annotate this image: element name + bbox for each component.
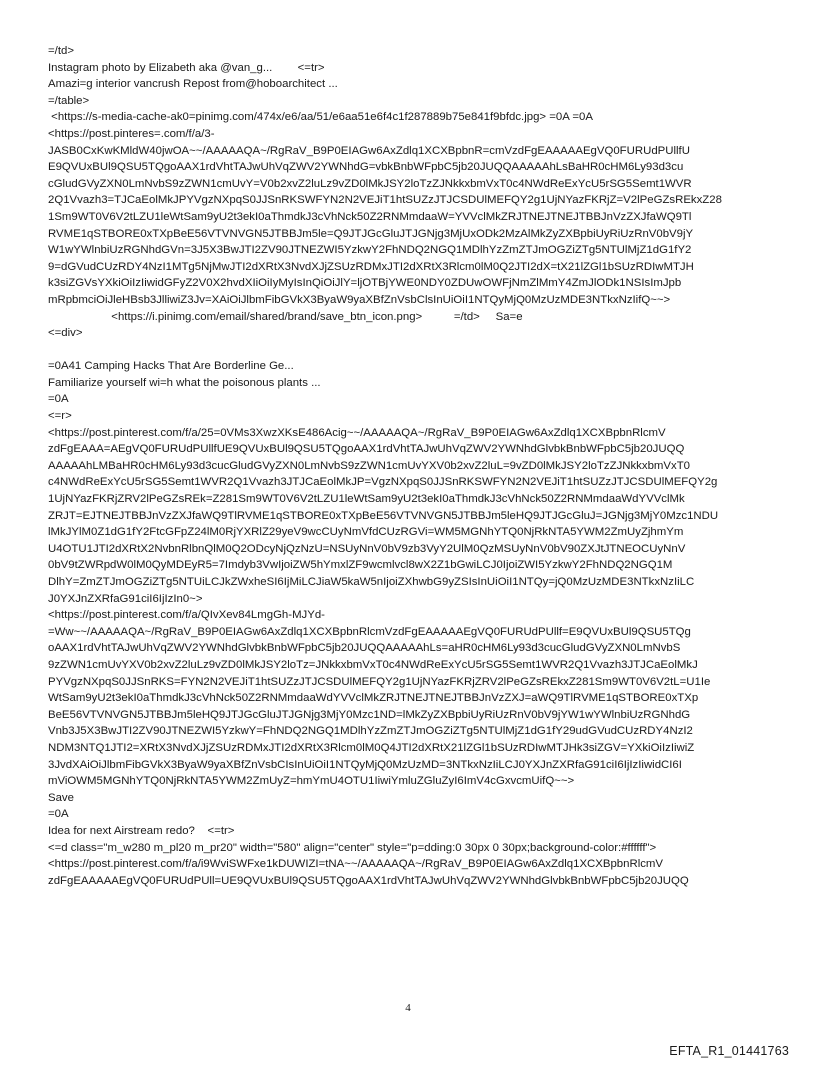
text-line: Save bbox=[48, 791, 74, 804]
text-line: <https://post.pinterest.com/f/a/25=0VMs3XwzXKsE486Acig~~/AAAAAQA~/RgRaV_B9P0EIAGw6AxZdlq1XCXBpbnRlcmV bbox=[48, 426, 666, 439]
text-line: Familiarize yourself wi=h what the poisonous plants ... bbox=[48, 376, 321, 389]
text-line: Vnb3J5X3BwJTI2ZV90JTNEZWI5YzkwY=FhNDQ2NGQ1MDlhYzZmZTJmOGZiZTg5NTUlMjZ1dG1fY29udGVudCUzRDY4NzI2 bbox=[48, 725, 693, 738]
text-line: JASB0CxKwKMldW40jwOA~~/AAAAAQA~/RgRaV_B9P0EIAGw6AxZdlq1XCXBpbnR=cmVzdFgEAAAAAEgVQ0FURUdPUllfU bbox=[48, 144, 690, 157]
text-line: PYVgzNXpqS0JJSnRKS=FYN2N2VEJiT1htSUZzJTJCSDUlMEFQY2g1UjNYazFKRjZRV2lPeGZsREkxZ281Sm9WT0V6V2tL=U1Ie bbox=[48, 675, 711, 688]
text-line: Idea for next Airstream redo? <=tr> bbox=[48, 824, 235, 837]
text-line: NDM3NTQ1JTI2=XRtX3NvdXJjZSUzRDMxJTI2dXRtX3Rlcm0lM0Q4JTI2dXRtX21lZGl1bSUzRDIwMTJHk3siZGV=YXkiOiIzIiwiZ bbox=[48, 741, 695, 754]
text-line: 0bV9tZWRpdW0lM0QyMDEyR5=7Imdyb3VwIjoiZW5hYmxlZF9wcmlvcl8wX2Z1bGwiLCJ0IjoiZWI5YzkwY2FhNDQ2NGQ1M bbox=[48, 559, 673, 572]
text-line: oAAX1rdVhtTAJwUhVqZWV2YWNhdGlvbkBnbWFpbC5jb20JUQQAAAAAhLs=aHR0cHM6Ly93d3cucGludGVyZXN0LmNvbS bbox=[48, 642, 681, 655]
text-line: E9QVUxBUl9QSU5TQgoAAX1rdVhtTAJwUhVqZWV2YWNhdG=vbkBnbWFpbC5jb20JUQQAAAAAhLsBaHR0cHM6Ly93d3cu bbox=[48, 161, 684, 174]
text-line: =0A41 Camping Hacks That Are Borderline Ge... bbox=[48, 360, 294, 373]
email-source-text bbox=[48, 43, 778, 889]
text-line: cGludGVyZXN0LmNvbS9zZWN1cmUvY=V0b2xvZ2luLz9vZD0lMkJSY2loTzZJNkkxbmVxT0c4NWdReExYcU5rSG5Semt1WVR bbox=[48, 177, 692, 190]
text-line: RVME1qSTBORE0xTXpBeE56VTVNVGN5JTBBJm5le=Q9JTJGcGluJTJGNjg3MjUxODk2MzAlMkZyZXBpbiUyRiUzRnV0bV9jY bbox=[48, 227, 694, 240]
text-line: 9zZWN1cmUvYXV0b2xvZ2luLz9vZD0lMkJSY2loTz=JNkkxbmVxT0c4NWdReExYcU5rSG5Semt1WVR2Q1Vvazh3JTJCaEolMkJ bbox=[48, 658, 698, 671]
text-line: 3JvdXAiOiJlbmFibGVkX3ByaW9yaXBfZnVsbCIsInUiOiI1NTQyMjQ0MzUzMD=3NTkxNzIiLCJ0YXJnZXRfaG91ciI6IjIzIiwidCI6I bbox=[48, 758, 682, 771]
text-line: =Ww~~/AAAAAQA~/RgRaV_B9P0EIAGw6AxZdlq1XCXBpbnRlcmVzdFgEAAAAAEgVQ0FURUdPUllf=E9QVUxBUl9QSU5TQg bbox=[48, 625, 691, 638]
text-line: J0YXJnZXRfaG91ciI6IjIzIn0~> bbox=[48, 592, 203, 605]
text-line: <=div> bbox=[48, 327, 83, 340]
text-line: =/td> bbox=[48, 45, 74, 57]
text-line: c4NWdReExYcU5rSG5Semt1WVR2Q1Vvazh3JTJCaEolMkJP=VgzNXpqS0JJSnRKSWFYN2N2VEJiT1htSUZzJTJCSDUlMEFQY2g bbox=[48, 476, 718, 489]
text-line: 2Q1Vvazh3=TJCaEolMkJPYVgzNXpqS0JJSnRKSWFYN2N2VEJiT1htSUZzJTJCSDUlMEFQY2g1UjNYazFKRjZ=V2lPeGZsREkxZ28 bbox=[48, 194, 722, 207]
text-line: zdFgEAAAAAEgVQ0FURUdPUll=UE9QVUxBUl9QSU5TQgoAAX1rdVhtTAJwUhVqZWV2YWNhdGlvbkBnbWFpbC5jb20JUQQ bbox=[48, 874, 689, 887]
text-line: 1UjNYazFKRjZRV2lPeGZsREk=Z281Sm9WT0V6V2tLZU1leWtSam9yU2t3ekI0aThmdkJ3cVhNck50Z2RNMmdaaWdYVVclMk bbox=[48, 493, 685, 506]
text-line: mRpbmciOiJleHBsb3JlliwiZ3Jv=XAiOiJlbmFibGVkX3ByaW9yaXBfZnVsbClsInUiOiI1NTQyMjQ0MzUzMDE3NTkxNzIifQ~~> bbox=[48, 293, 671, 306]
text-line: <https://i.pinimg.com/email/shared/brand/save_btn_icon.png> =/td> Sa=e bbox=[48, 310, 523, 323]
text-line: k3siZGVsYXkiOiIzIiwidGFyZ2V0X2hvdXIiOiIyMyIsInQiOiJlY=ljOTBjYWE0NDY0ZDUwOWFjNmZlMmY4ZmJlODk1NSIsImJpb bbox=[48, 277, 682, 290]
document-id-footer: EFTA_R1_01441763 bbox=[669, 1044, 789, 1058]
text-line: DlhY=ZmZTJmOGZiZTg5NTUiLCJkZWxheSI6IjMiLCJiaW5kaW5nIjoiZXhwbG9yZSIsInUiOiI1NTQy=jQ0MzUzMDE3NTkxNzIiLC bbox=[48, 576, 695, 588]
text-line: Amazi=g interior vancrush Repost from@hoboarchitect ... bbox=[48, 78, 338, 91]
text-line: zdFgEAAA=AEgVQ0FURUdPUllfUE9QVUxBUl9QSU5TQgoAAX1rdVhtTAJwUhVqZWV2YWNhdGlvbkBnbWFpbC5jb20JUQQ bbox=[48, 443, 685, 456]
text-line: =/table> bbox=[48, 94, 90, 107]
text-line bbox=[48, 342, 778, 359]
text-line: =0A bbox=[48, 393, 69, 406]
text-line: <=d class="m_w280 m_pl20 m_pr20" width="580" align="center" style="p=dding:0 30px 0 30px;background-color:#ffffff"> bbox=[48, 841, 657, 854]
text-line: AAAAAhLMBaHR0cHM6Ly93d3cucGludGVyZXN0LmNvbS9zZWN1cmUvYXV0b2xvZ2luL=9vZD0lMkJSY2loTzZJNkkxbmVxT0 bbox=[48, 459, 690, 472]
text-line: 1Sm9WT0V6V2tLZU1leWtSam9yU2t3ekI0aThmdkJ3cVhNck50Z2RNMmdaaW=YVVclMkZRJTNEJTNEJTBBJnVzZXJfaWQ9Tl bbox=[48, 210, 692, 223]
text-line: ZRJT=EJTNEJTBBJnVzZXJfaWQ9TlRVME1qSTBORE0xTXpBeE56VTVNVGN5JTBBJm5leHQ9JTJGcGluJ=JGNjg3MjY0Mzc1NDU bbox=[48, 509, 719, 522]
text-line: BeE56VTVNVGN5JTBBJm5leHQ9JTJGcGluJTJGNjg3MjY0Mzc1ND=lMkZyZXBpbiUyRiUzRnV0bV9jYW1wYWlnbiUzRGNhdG bbox=[48, 708, 691, 721]
text-line: <https://post.pinteres=.com/f/a/3- bbox=[48, 127, 215, 140]
text-line: <https://s-media-cache-ak0=pinimg.com/474x/e6/aa/51/e6aa51e6f4c1f287889b75e841f9bfdc.jpg> =0A =0A bbox=[48, 111, 593, 124]
text-line: <https://post.pinterest.com/f/a/QIvXev84LmgGh-MJYd- bbox=[48, 609, 325, 622]
text-line: <https://post.pinterest.com/f/a/i9WviSWFxe1kDUWIZI=tNA~~/AAAAAQA~/RgRaV_B9P0EIAGw6AxZdlq1XCXBpbnRlcmV bbox=[48, 858, 664, 871]
text-line: W1wYWlnbiUzRGNhdGVn=3J5X3BwJTI2ZV90JTNEZWI5YzkwY2FhNDQ2NGQ1MDlhYzZmZTJmOGZiZTg5NTUlMjZ1dG1fY2 bbox=[48, 244, 692, 257]
text-line: Instagram photo by Elizabeth aka @van_g... <=tr> bbox=[48, 61, 325, 74]
text-line: U4OTU1JTI2dXRtX2NvbnRlbnQlM0Q2ODcyNjQzNzU=NSUyNnV0bV9zb3VyY2UlM0QzMSUyNnV0bV90ZXJtJTNEOCUyNnV bbox=[48, 542, 686, 555]
text-line: lMkJYlM0Z1dG1fY2FtcGFpZ24lM0RjYXRlZ29yeV9wcCUyNmVfdCUzRGVi=WM5MGNhYTQ0NjRkNTA5YWM2ZmUyZjhmYm bbox=[48, 526, 684, 539]
text-line: WtSam9yU2t3ekI0aThmdkJ3cVhNck50Z2RNMmdaaWdYVVclMkZRJTNEJTNEJTBBJnVzZXJ=aWQ9TlRVME1qSTBORE0xTXp bbox=[48, 692, 699, 705]
text-line: mViOWM5MGNhYTQ0NjRkNTA5YWM2ZmUyZ=hmYmU4OTU1IiwiYmluZGluZyI6ImV4cGxvcmUifQ~~> bbox=[48, 775, 575, 788]
text-line: =0A bbox=[48, 808, 69, 821]
text-line: 9=dGVudCUzRDY4NzI1MTg5NjMwJTI2dXRtX3NvdXJjZSUzRDMxJTI2dXRtX3Rlcm0lM0Q2JTI2dX=tX21lZGl1bSUzRDIwMTJH bbox=[48, 260, 694, 273]
page-number: 4 bbox=[405, 1002, 411, 1014]
text-line: <=r> bbox=[48, 410, 72, 423]
